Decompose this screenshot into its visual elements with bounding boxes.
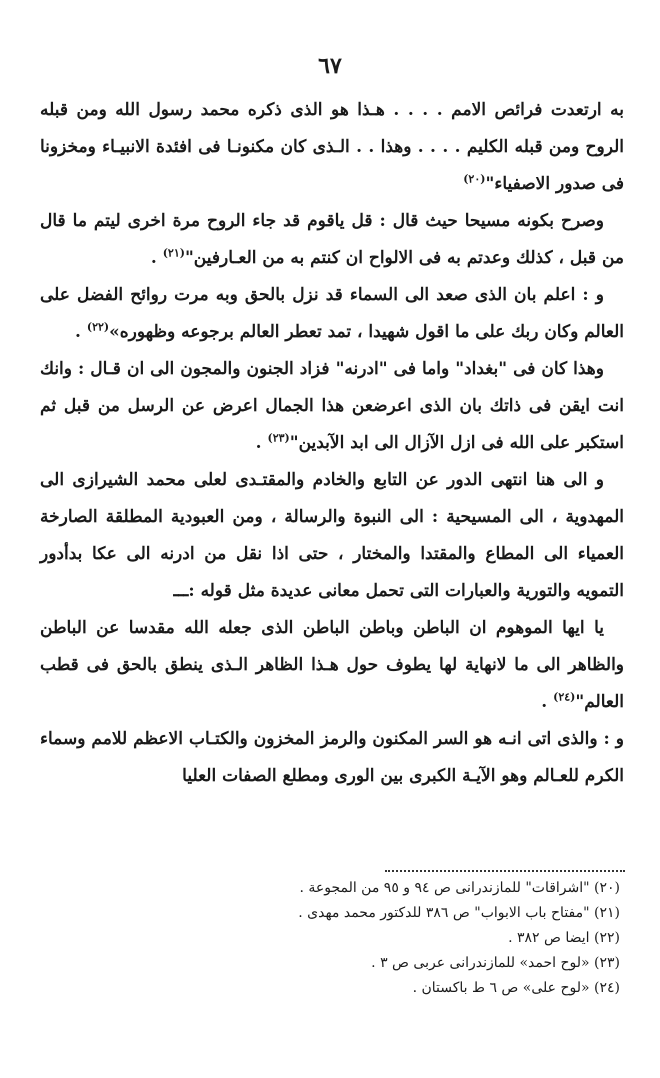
footnote: (٢٢) ايضا ص ٣٨٢ . bbox=[508, 930, 620, 946]
footnote-ref: (٢٤) bbox=[553, 690, 576, 704]
paragraph bbox=[40, 203, 624, 277]
paragraph bbox=[40, 92, 624, 203]
paragraph-text: به ارتعدت فرائص الامم . . . . هـذا هو الذى ذكره محمد رسول الله ومن قبله الروح ومن قبله الكليم . . . . وهذا . . الـذى كان مكنونـا فى افئدة الانبيـاء ومخزونا فى صدور الاصفياء" bbox=[40, 100, 624, 194]
paragraph-tail: . bbox=[150, 248, 163, 268]
footnotes bbox=[60, 876, 620, 1001]
body-text bbox=[40, 92, 624, 795]
footnote: (٢٠) "اشراقات" للمازندرانى ص ٩٤ و ٩٥ من المجوعة . bbox=[299, 880, 620, 896]
paragraph-tail: . bbox=[541, 692, 554, 712]
footnote: (٢٣) «لوح احمد» للمازندرانى عربى ص ٣ . bbox=[371, 955, 620, 971]
paragraph-text: يا ايها الموهوم ان الباطن وباطن الباطن الذى جعله الله مقدسا عن الباطن والظاهر الى ما لانهاية لها يطوف حول هـذا الظاهر الـذى ينطق بالحق فى قطب العالم" bbox=[40, 618, 624, 712]
footnote-divider bbox=[385, 870, 625, 872]
paragraph-tail: . bbox=[255, 433, 268, 453]
paragraph bbox=[40, 610, 624, 721]
paragraph-text: و : اعلم بان الذى صعد الى السماء قد نزل بالحق وبه مرت روائح الفضل على العالم وكان ربك على ما اقول شهيدا ، تمد تعطر العالم برجوعه وظهوره» bbox=[40, 285, 624, 342]
footnote-ref: (٢٢) bbox=[86, 320, 110, 334]
paragraph bbox=[40, 351, 624, 462]
paragraph-text: وصرح بكونه مسيحا حيث قال : قل ياقوم قد جاء الروح مرة اخرى ليتم ما قال من قبل ، كذلك وعدتم به فى الالواح ان كنتم به من العـارفين" bbox=[40, 211, 624, 268]
footnote: (٢٤) «لوح على» ص ٦ ط باكستان . bbox=[412, 980, 620, 996]
paragraph-text: و : والذى اتى انـه هو السر المكنون والرمز المخزون والكتـاب الاعظم للامم وسماء الكرم للعـالم وهو الآيـة الكبرى بين الورى ومطلع الصفات العليا bbox=[40, 729, 624, 786]
paragraph-text: وهذا كان فى "بغداد" واما فى "ادرنه" فزاد الجنون والمجون الى ان قـال : وانك انت ايقن فى ذاتك بان الذى اعرضعن هذا الجمال اعرض عن الرسل من قبل ثم استكبر على الله فى ازل الآزال الى ابد الآبدين" bbox=[40, 359, 624, 453]
footnote-ref: (٢١) bbox=[162, 246, 185, 260]
paragraph bbox=[40, 277, 624, 351]
footnote: (٢١) "مفتاح باب الابواب" ص ٣٨٦ للدكتور محمد مهدى . bbox=[298, 905, 620, 921]
footnote-ref: (٢٠) bbox=[463, 172, 486, 186]
paragraph bbox=[40, 462, 624, 610]
paragraph-text: و الى هنا انتهى الدور عن التابع والخادم والمقتـدى لعلى محمد الشيرازى الى المهدوية ، الى المسيحية : الى النبوة والرسالة ، ومن العبودية المطلقة الصارخة العمياء الى المطاع والمقتدا والمختار ، حتى اذا نقل من ادرنه الى عكا بدأدور التمويه والتورية والعبارات التى تحمل معانى عديدة مثل قوله :ـــ bbox=[40, 470, 624, 601]
paragraph bbox=[40, 721, 624, 795]
page-number: ٦٧ bbox=[318, 53, 342, 79]
paragraph-tail: . bbox=[75, 322, 87, 342]
footnote-ref: (٢٣) bbox=[267, 431, 290, 445]
